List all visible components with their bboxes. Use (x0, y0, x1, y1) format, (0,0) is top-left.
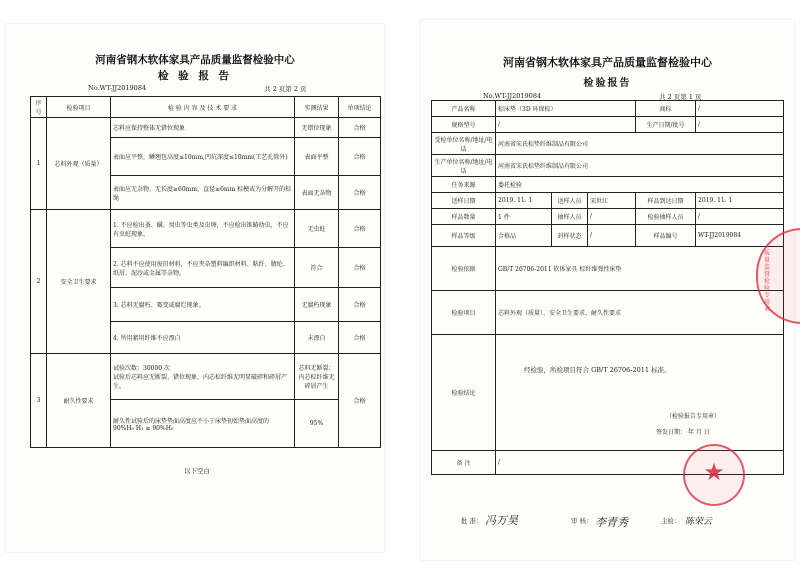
left-results-table (30, 96, 381, 448)
conclusion-cell (496, 335, 784, 451)
requirement-cell: 耐久性试验后的床垫垫面高度应不小于床垫初始垫面高度的 90%H₀ H₁ ≥ 90%H₀ (111, 400, 295, 448)
value-arrival-date: 2019. 11. 1 (696, 193, 784, 209)
approve-label: 批 准： (461, 517, 483, 525)
value-grade: 合格品 (496, 225, 552, 247)
verdict-cell: 合格 (339, 176, 381, 210)
result-cell: 95% (295, 400, 339, 448)
verdict-cell: 合格 (339, 354, 381, 448)
result-cell: 符合 (295, 248, 339, 288)
issue-date: 签发日期： 年 月 日 (656, 429, 710, 436)
right-report-no: No.WT-JJ2019084 (483, 92, 542, 100)
result-cell: 芯料无断裂；内芯棕纤维无碎屑产生 (295, 354, 339, 400)
right-title: 河南省钢木软体家具产品质量监督检验中心 (503, 56, 712, 69)
value-production-date: / (696, 117, 784, 133)
value-delivery-date: 2019. 11. 1 (496, 193, 552, 209)
label-remark: 备 注 (432, 451, 496, 475)
value-model: / (496, 117, 636, 133)
label-trademark: 商标 (636, 101, 696, 117)
group-no: 1 (31, 118, 47, 210)
label-product-name: 产品名称 (432, 101, 496, 117)
official-seal (683, 444, 745, 506)
right-info-table (431, 100, 784, 475)
value-items: 芯料外观（质量）、安全卫生要求、耐久性要求 (496, 291, 784, 335)
label-arrival-date: 样品到达日期 (636, 193, 696, 209)
stamp-caption: （检验报告专用章） (666, 413, 721, 420)
header-requirement: 检 验 内 容 及 技 术 要 求 (111, 97, 295, 118)
label-delivery-date: 送样日期 (432, 193, 496, 209)
group-item: 耐久性要求 (47, 354, 111, 448)
value-basis: GB/T 26706-2011 软体家具 棕纤维弹性床垫 (496, 247, 784, 291)
inspect-label: 主检： (661, 517, 681, 525)
result-cell: 表面无杂物 (295, 176, 339, 210)
value-client: 河南省宋氏棕垫纤维制品有限公司 (496, 133, 784, 155)
edge-seal-text: 质量监督检验专用章 (764, 250, 771, 313)
group-item: 芯料外观（质量） (47, 118, 111, 210)
value-sampling-place: / (696, 209, 784, 225)
result-cell: 无腐朽现象 (295, 288, 339, 322)
right-subtitle: 检验报告 (583, 78, 632, 89)
label-producer: 生产单位名称/地址/电话 (432, 155, 496, 177)
requirement-cell: 3. 芯料无腐朽、霉变或腐烂现象。 (111, 288, 295, 322)
value-trademark: / (696, 101, 784, 117)
group-item: 安全卫生要求 (47, 210, 111, 354)
value-remark: / (496, 451, 784, 475)
value-quantity: 1 件 (496, 209, 552, 225)
label-client: 受检单位名称/地址/电话 (432, 133, 496, 155)
label-quantity: 样品数量 (432, 209, 496, 225)
label-basis: 检验依据 (432, 247, 496, 291)
result-cell: 未漂白 (295, 322, 339, 354)
group-no: 2 (31, 210, 47, 354)
requirement-cell: 试验次数：30000 次 试验后芯料应无断裂、错位现象，内芯棕纤维无明显破碎和碎屑产生。 (111, 354, 295, 400)
requirement-cell: 表面应无杂物，无长度≥60mm、直径≥6mm 棕梗或为分解开的棕绳 (111, 176, 295, 210)
label-sender: 送样人员 (552, 193, 588, 209)
verdict-cell: 合格 (339, 138, 381, 176)
review-signature: 李青秀 (595, 516, 628, 529)
label-grade: 样品等级 (432, 225, 496, 247)
verdict-cell: 合格 (339, 322, 381, 354)
label-conclusion: 检验结论 (432, 335, 496, 451)
blank-below-note: 以下空白 (184, 467, 210, 475)
verdict-cell: 合格 (339, 210, 381, 248)
requirement-cell: 表面应平整，鳞翘包高度≤10mm,凹坑深度≤10mm(工艺孔除外) (111, 138, 295, 176)
header-no: 序号 (31, 97, 47, 118)
value-sender: 宋世江 (588, 193, 636, 209)
result-cell: 表面平整 (295, 138, 339, 176)
result-cell: 无错位现象 (295, 118, 339, 138)
approve-signature: 冯万昊 (485, 514, 518, 527)
group-no: 3 (31, 354, 47, 448)
requirement-cell: 4. 所用絮用纤维不应漂白 (111, 322, 295, 354)
verdict-cell: 合格 (339, 248, 381, 288)
left-page-indicator: 共 2 页第 2 页 (264, 85, 307, 93)
value-conclusion: 经检验，所检项目符合 GB/T 26706-2011 标准。 (524, 366, 671, 374)
label-sample-no: 样品编号 (636, 225, 696, 247)
review-label: 审 核： (571, 517, 593, 525)
seal-star-icon: ★ (703, 458, 725, 486)
label-sampling-place: 检验抽样人员 (636, 209, 696, 225)
left-report-no: No.WT-JJ2019084 (88, 84, 147, 92)
header-item: 检验项目 (47, 97, 111, 118)
report-page-2 (6, 24, 384, 552)
requirement-cell: 2. 芯料不应使用废旧材料，不应夹杂塑料编织材料、粘纤、腈纶、纸屑、泥沙或金属等杂物。 (111, 248, 295, 288)
value-product-name: 棕床垫（3D 环保棕） (496, 101, 636, 117)
value-sample-no: WT-JJ2019084 (696, 225, 784, 247)
right-page-indicator: 共 2 页第 1 页 (659, 93, 702, 101)
label-sampler: 抽样人员 (552, 209, 588, 225)
requirement-cell: 芯料应保持整体无错位现象 (111, 118, 295, 138)
value-task-source: 委托检验 (496, 177, 784, 193)
verdict-cell: 合格 (339, 118, 381, 138)
value-seal-status: / (588, 225, 636, 247)
result-cell: 无虫蛀 (295, 210, 339, 248)
label-items: 检验项目 (432, 291, 496, 335)
label-seal-status: 封样状态 (552, 225, 588, 247)
requirement-cell: 1. 不应检出蚤、螨、臭虫等虫类及虫卵，不应检出锥蝽幼虫，不应有虫蛀现象。 (111, 210, 295, 248)
label-production-date: 生产日期/批号 (636, 117, 696, 133)
report-page-1 (421, 20, 794, 560)
value-producer: 河南省宋氏棕垫纤维制品有限公司 (496, 155, 784, 177)
label-model: 规格型号 (432, 117, 496, 133)
label-task-source: 任务来源 (432, 177, 496, 193)
left-title: 河南省钢木软体家具产品质量监督检验中心 (95, 54, 295, 66)
left-subtitle: 检 验 报 告 (158, 70, 232, 82)
value-sampler: / (588, 209, 636, 225)
header-verdict: 单项结论 (339, 97, 381, 118)
inspect-signature: 陈荣云 (685, 517, 713, 527)
verdict-cell: 合格 (339, 288, 381, 322)
header-result: 实测结果 (295, 97, 339, 118)
